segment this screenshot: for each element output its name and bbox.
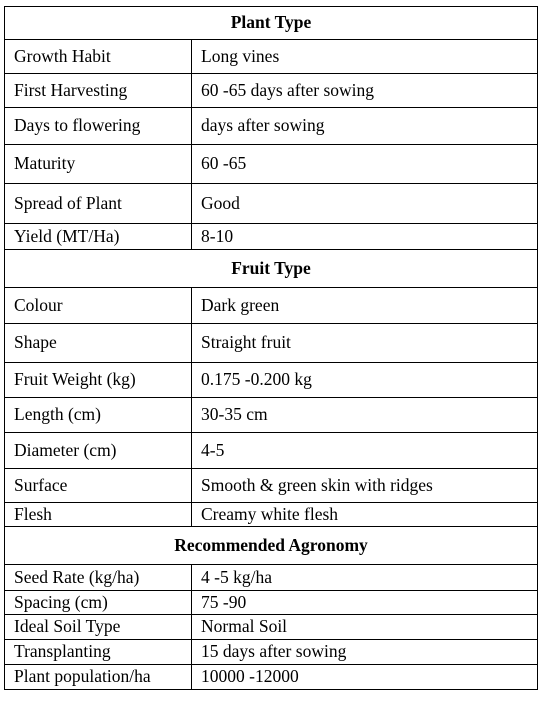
- table-row: [5, 108, 538, 145]
- row-value: Straight fruit: [192, 324, 538, 363]
- row-label: Seed Rate (kg/ha): [5, 565, 192, 591]
- row-value: Long vines: [192, 40, 538, 74]
- row-value: 0.175 -0.200 kg: [192, 363, 538, 398]
- row-label: Diameter (cm): [5, 433, 192, 469]
- row-label: Transplanting: [5, 640, 192, 665]
- table-row: [5, 40, 538, 74]
- row-value: Good: [192, 184, 538, 224]
- row-label: Shape: [5, 324, 192, 363]
- row-label: Plant population/ha: [5, 665, 192, 690]
- row-value: 60 -65: [192, 145, 538, 184]
- table-row: [5, 591, 538, 615]
- row-label: Ideal Soil Type: [5, 615, 192, 640]
- table-row: [5, 565, 538, 591]
- row-label: First Harvesting: [5, 74, 192, 108]
- row-value: Normal Soil: [192, 615, 538, 640]
- row-value: 60 -65 days after sowing: [192, 74, 538, 108]
- section-header-row: [5, 527, 538, 565]
- section-title-recommended-agronomy: Recommended Agronomy: [5, 527, 538, 565]
- row-value: Smooth & green skin with ridges: [192, 469, 538, 503]
- row-value: 30-35 cm: [192, 398, 538, 433]
- table-row: [5, 640, 538, 665]
- table-row: [5, 324, 538, 363]
- table-row: [5, 433, 538, 469]
- table-row: [5, 503, 538, 527]
- row-value: days after sowing: [192, 108, 538, 145]
- table-row: [5, 224, 538, 250]
- table-row: [5, 398, 538, 433]
- row-label: Surface: [5, 469, 192, 503]
- row-value: 4-5: [192, 433, 538, 469]
- row-label: Maturity: [5, 145, 192, 184]
- table-row: [5, 615, 538, 640]
- row-value: Creamy white flesh: [192, 503, 538, 527]
- section-title-plant-type: Plant Type: [5, 7, 538, 40]
- row-label: Spread of Plant: [5, 184, 192, 224]
- row-label: Days to flowering: [5, 108, 192, 145]
- row-value: Dark green: [192, 288, 538, 324]
- table-row: [5, 288, 538, 324]
- row-label: Yield (MT/Ha): [5, 224, 192, 250]
- table-row: [5, 469, 538, 503]
- table-row: [5, 184, 538, 224]
- row-label: Fruit Weight (kg): [5, 363, 192, 398]
- row-label: Colour: [5, 288, 192, 324]
- table-row: [5, 145, 538, 184]
- section-header-row: [5, 7, 538, 40]
- section-header-row: [5, 250, 538, 288]
- table-row: [5, 363, 538, 398]
- row-value: 10000 -12000: [192, 665, 538, 690]
- row-value: 8-10: [192, 224, 538, 250]
- table-row: [5, 665, 538, 690]
- crop-spec-table: [4, 6, 538, 690]
- row-value: 15 days after sowing: [192, 640, 538, 665]
- row-label: Length (cm): [5, 398, 192, 433]
- section-title-fruit-type: Fruit Type: [5, 250, 538, 288]
- row-label: Spacing (cm): [5, 591, 192, 615]
- row-label: Growth Habit: [5, 40, 192, 74]
- row-value: 75 -90: [192, 591, 538, 615]
- row-label: Flesh: [5, 503, 192, 527]
- table-row: [5, 74, 538, 108]
- row-value: 4 -5 kg/ha: [192, 565, 538, 591]
